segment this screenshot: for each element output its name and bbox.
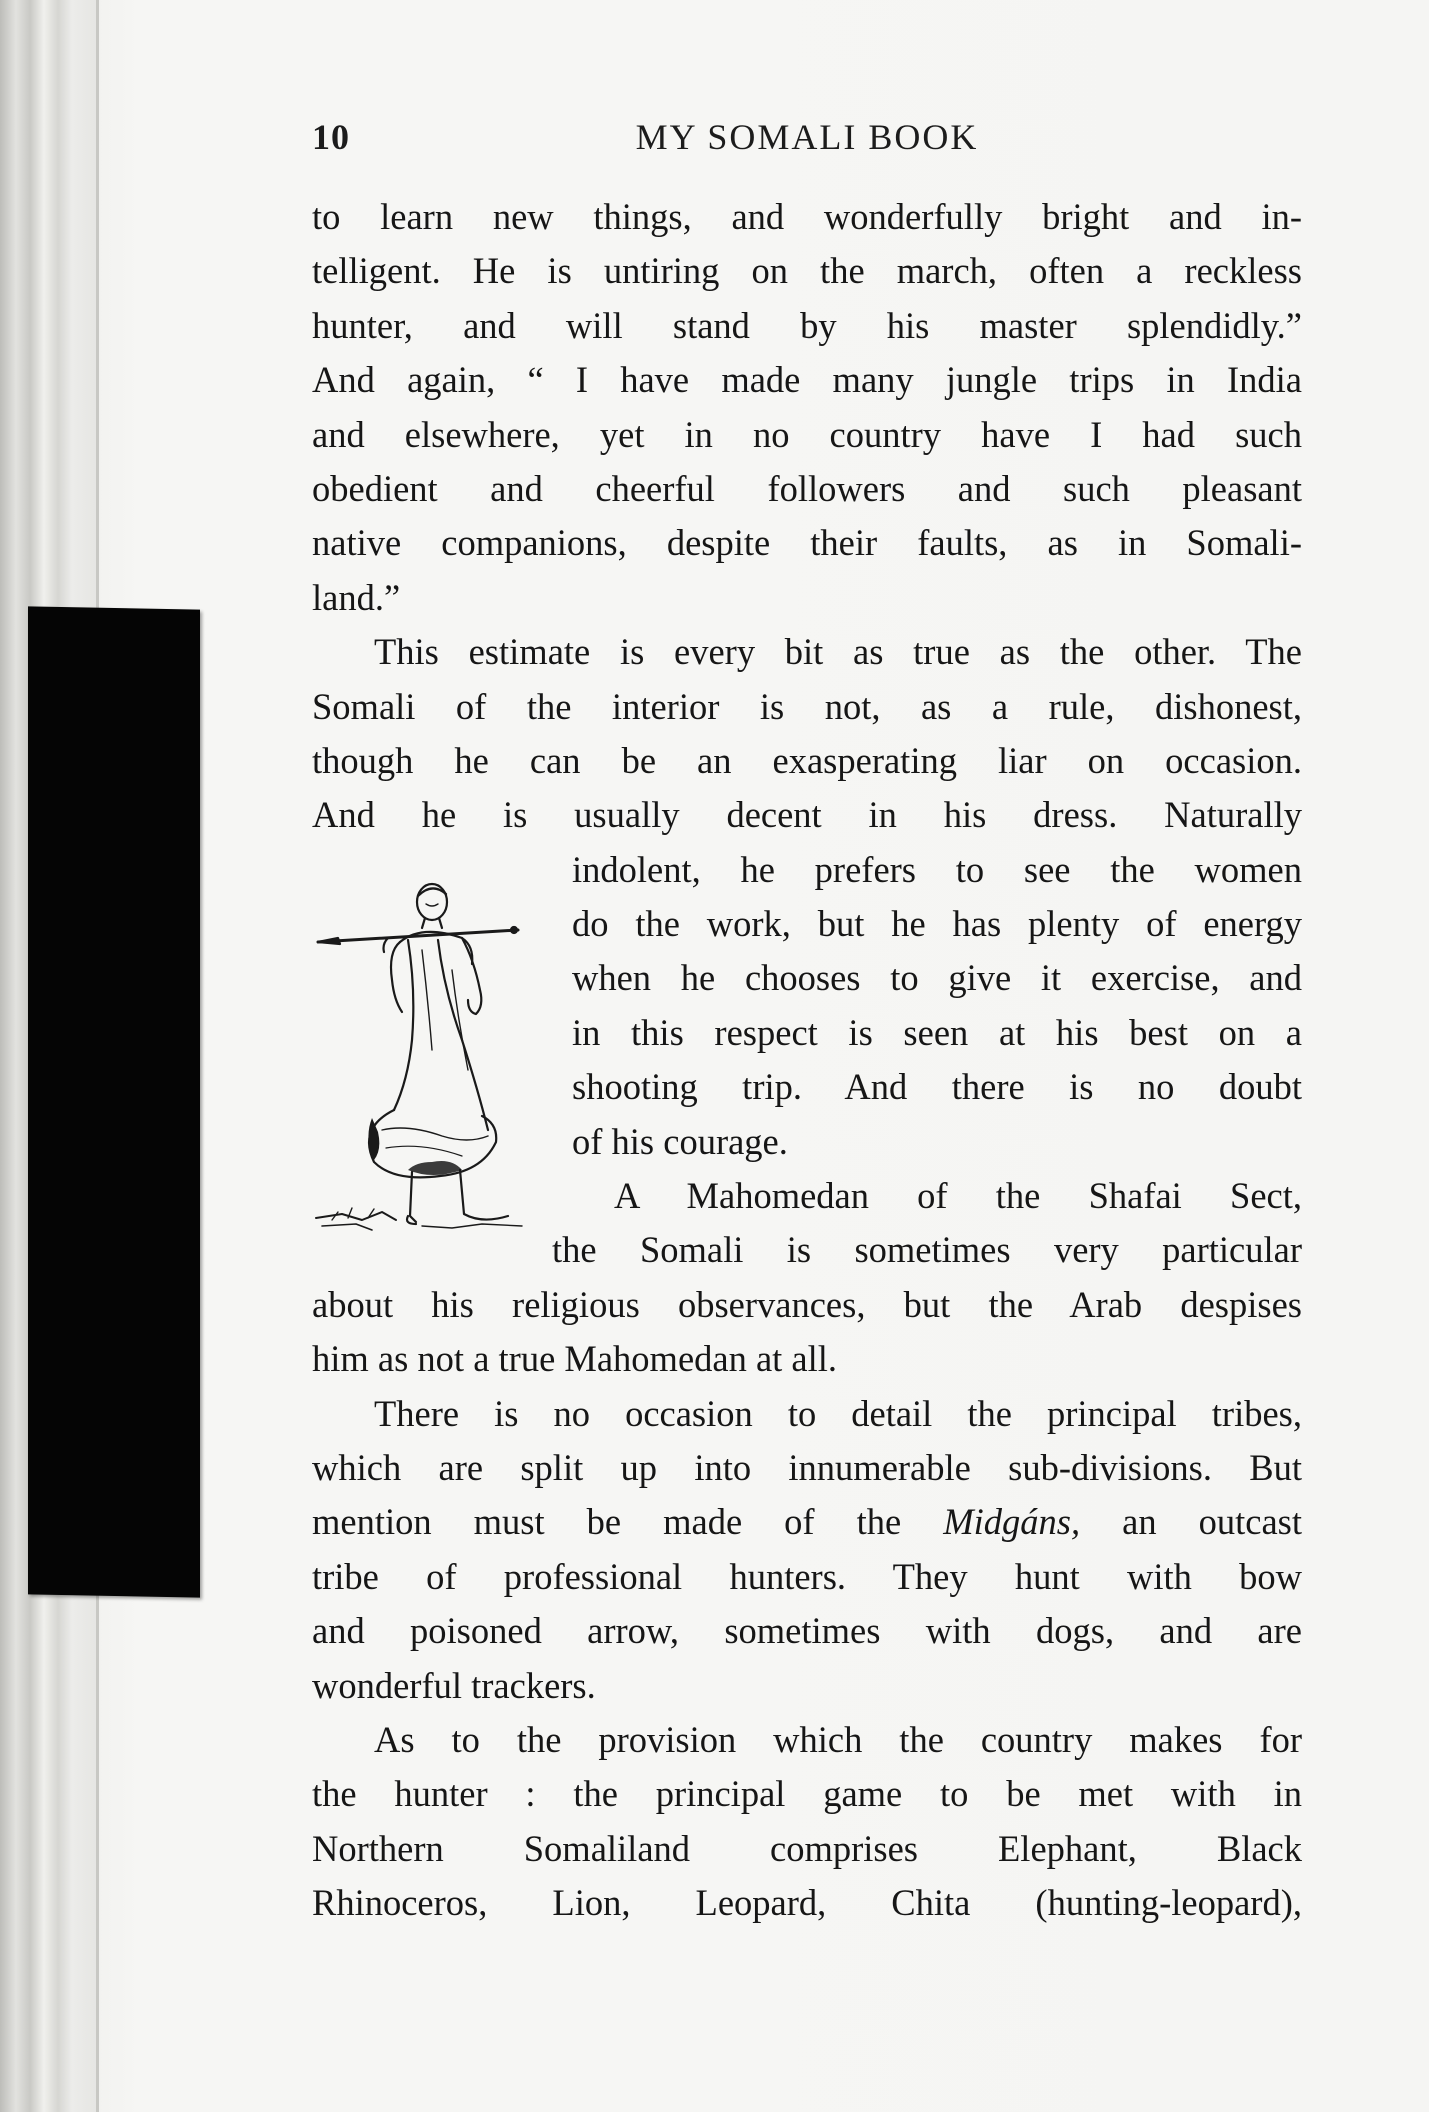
page-number: 10: [312, 117, 350, 157]
text-line: As to the provision which the country makes for: [374, 1718, 1302, 1760]
text-line: There is no occasion to detail the principal tribes,: [374, 1392, 1302, 1434]
text-line: him as not a true Mahomedan at all.: [312, 1338, 838, 1380]
text-line: And he is usually decent in his dress. Naturally: [312, 794, 1302, 836]
text-line: in this respect is seen at his best on a: [572, 1011, 1302, 1053]
text-line: obedient and cheerful followers and such pleasant: [312, 467, 1302, 509]
text-line: though he can be an exasperating liar on occasion.: [312, 739, 1302, 781]
text-line: And again, “ I have made many jungle trips in India: [312, 359, 1302, 401]
text-line: about his religious observances, but the Arab despises: [312, 1283, 1302, 1325]
text-run: an outcast: [1080, 1501, 1302, 1543]
text-line: hunter, and will stand by his master splendidly.”: [312, 304, 1302, 346]
text-line: native companions, despite their faults, as in Somali-: [312, 522, 1302, 564]
text-line: This estimate is every bit as true as the other. The: [374, 631, 1302, 673]
text-run: mention must be made of the: [312, 1501, 944, 1543]
text-line: Northern Somaliland comprises Elephant, Black: [312, 1827, 1302, 1869]
text-line: indolent, he prefers to see the women: [572, 848, 1302, 890]
book-title: MY SOMALI BOOK: [635, 117, 979, 157]
running-header: [312, 116, 1302, 166]
body-text: [312, 190, 1302, 1931]
text-line: and poisoned arrow, sometimes with dogs, and are: [312, 1610, 1302, 1652]
text-line: tribe of professional hunters. They hunt with bow: [312, 1555, 1302, 1597]
italic-term-midgans: Midgáns,: [943, 1501, 1081, 1543]
text-line: to learn new things, and wonderfully bright and in-: [312, 196, 1302, 237]
text-line: when he chooses to give it exercise, and: [572, 957, 1302, 999]
black-page-marker: [28, 606, 200, 1597]
text-line: the hunter : the principal game to be met with in: [312, 1773, 1302, 1815]
text-line: of his courage.: [572, 1120, 788, 1162]
text-line-with-italic: [312, 1495, 1302, 1549]
text-line: wonderful trackers.: [312, 1664, 596, 1706]
text-line: do the work, but he has plenty of energy: [572, 903, 1302, 945]
text-line: shooting trip. And there is no doubt: [572, 1066, 1302, 1108]
text-line: telligent. He is untiring on the march, often a reckless: [312, 250, 1302, 292]
text-line: Somali of the interior is not, as a rule, dishonest,: [312, 685, 1302, 727]
text-line: the Somali is sometimes very particular: [552, 1229, 1302, 1271]
text-line: land.”: [312, 576, 401, 618]
text-line: and elsewhere, yet in no country have I had such: [312, 413, 1302, 455]
text-line: A Mahomedan of the Shafai Sect,: [614, 1175, 1302, 1217]
text-line: Rhinoceros, Lion, Leopard, Chita (hunting-leopard),: [312, 1882, 1302, 1924]
text-line: which are split up into innumerable sub-divisions. But: [312, 1446, 1302, 1488]
